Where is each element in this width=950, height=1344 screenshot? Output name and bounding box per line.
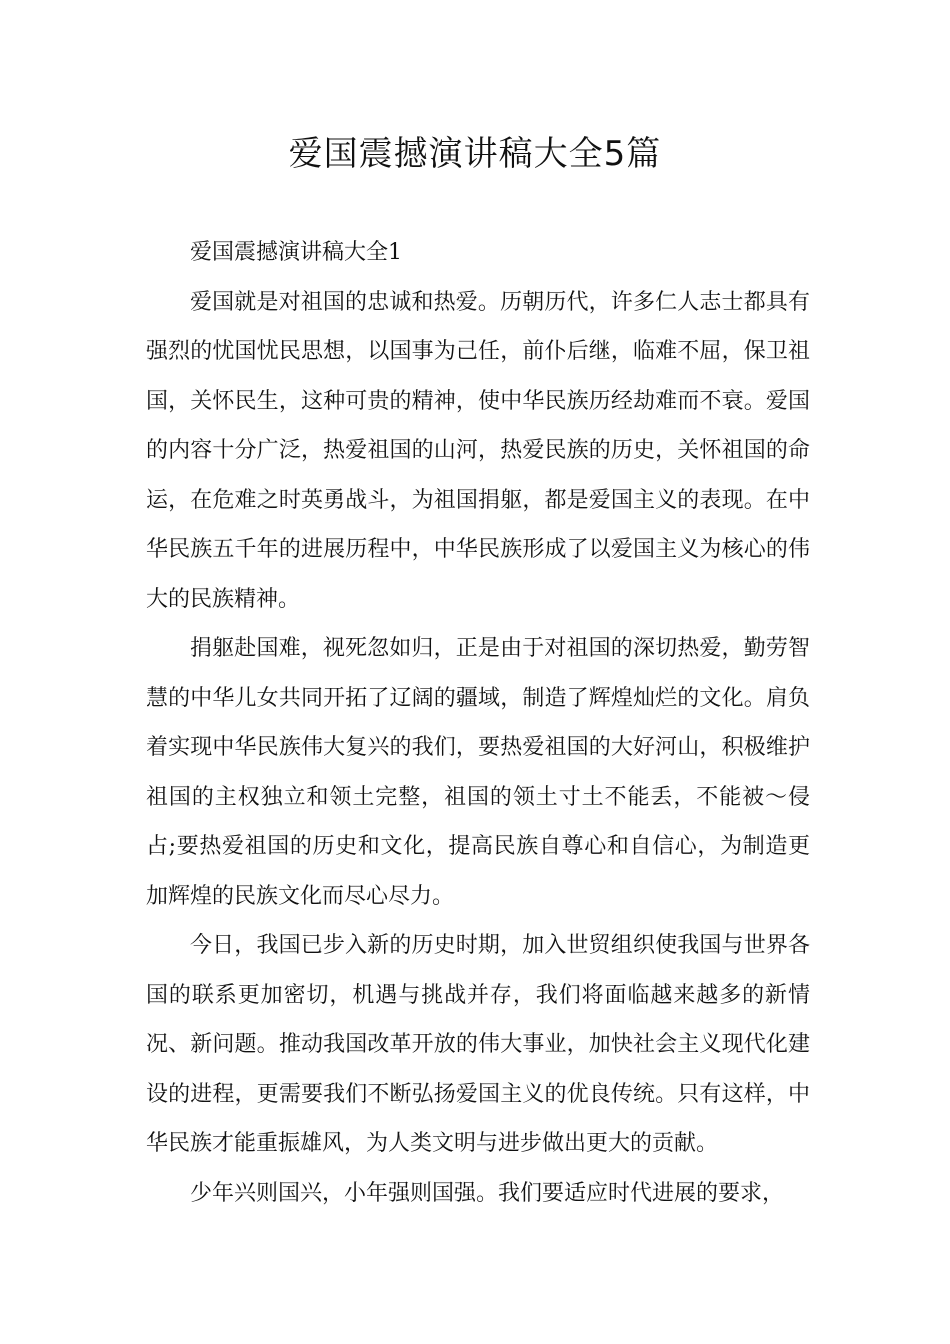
section-heading: 爱国震撼演讲稿大全1 [190, 240, 402, 265]
document-body [146, 228, 810, 1218]
paragraph-3: 今日，我国已步入新的历史时期，加入世贸组织使我国与世界各国的联系更加密切，机遇与挑战并存，我们将面临越来越多的新情况、新问题。推动我国改革开放的伟大事业，加快社会主义现代化建设的进程，更需要我们不断弘扬爱国主义的优良传统。只有这样，中华民族才能重振雄风，为人类文明与进步做出更大的贡献。 [146, 933, 810, 1156]
document-title: 爱国震撼演讲稿大全5篇 [288, 134, 662, 174]
paragraph-4: 少年兴则国兴，小年强则国强。我们要适应时代进展的要求， [190, 1180, 785, 1206]
paragraph-1: 爱国就是对祖国的忠诚和热爱。历朝历代，许多仁人志士都具有强烈的忧国忧民思想，以国事为己任，前仆后继，临难不屈，保卫祖国，关怀民生，这种可贵的精神，使中华民族历经劫难而不衰。爱国的内容十分广泛，热爱祖国的山河，热爱民族的历史，关怀祖国的命运，在危难之时英勇战斗，为祖国捐躯，都是爱国主义的表现。在中华民族五千年的进展历程中，中华民族形成了以爱国主义为核心的伟大的民族精神。 [146, 289, 810, 612]
paragraph-2: 捐躯赴国难，视死忽如归，正是由于对祖国的深切热爱，勤劳智慧的中华儿女共同开拓了辽阔的疆域，制造了辉煌灿烂的文化。肩负着实现中华民族伟大复兴的我们，要热爱祖国的大好河山，积极维护祖国的主权独立和领土完整，祖国的领土寸土不能丢，不能被～侵占;要热爱祖国的历史和文化，提高民族自尊心和自信心，为制造更加辉煌的民族文化而尽心尽力。 [146, 636, 810, 909]
